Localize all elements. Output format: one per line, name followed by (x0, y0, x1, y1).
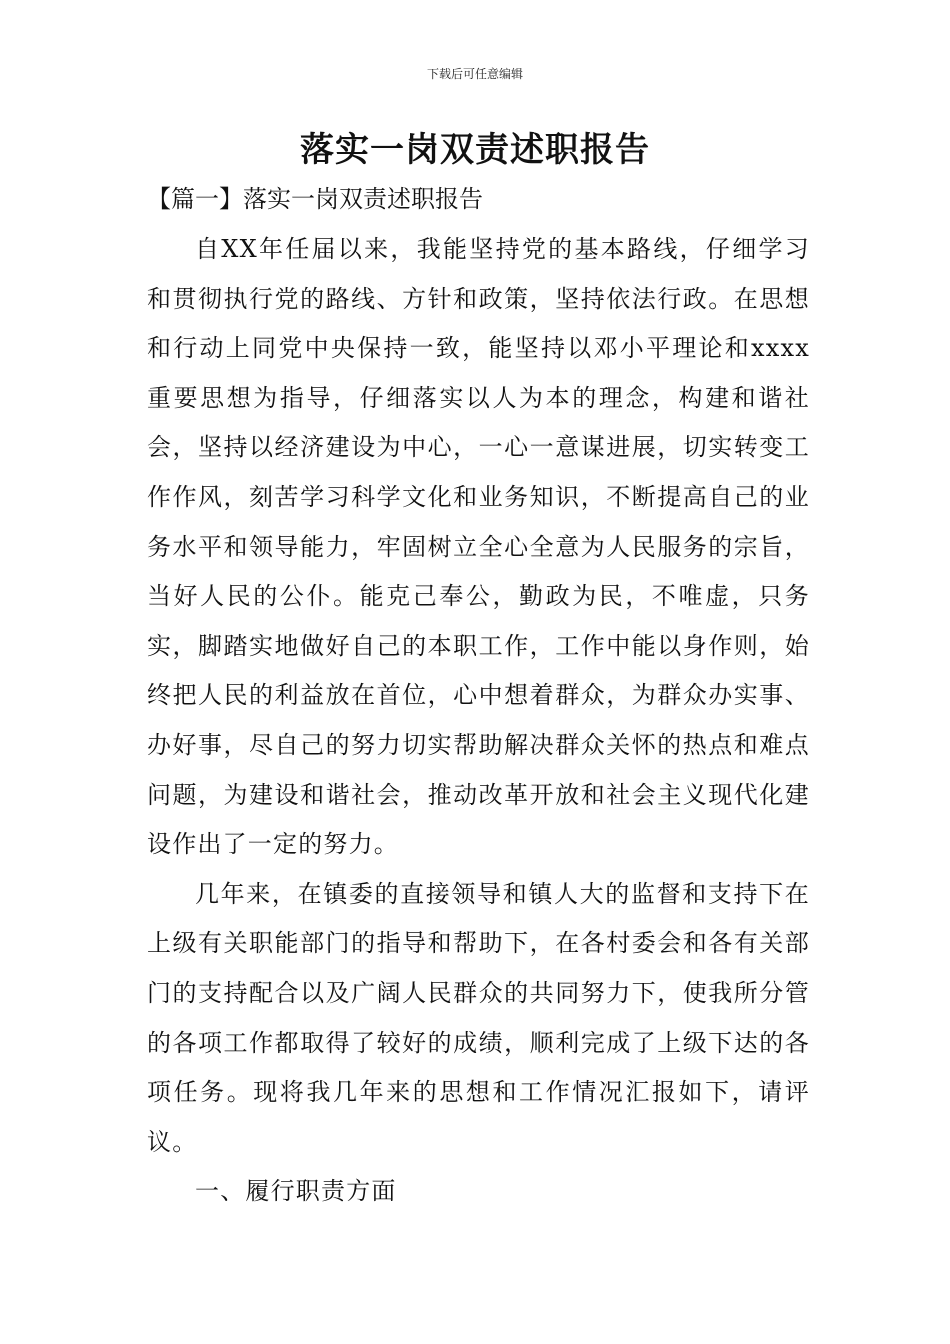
document-body (147, 225, 810, 1217)
section-label: 【篇一】落实一岗双责述职报告 (147, 185, 483, 213)
body-paragraph-2: 几年来，在镇委的直接领导和镇人大的监督和支持下在上级有关职能部门的指导和帮助下，在各村委会和各有关部门的支持配合以及广阔人民群众的共同努力下，使我所分管的各项工作都取得了较好的成绩，顺利完成了上级下达的各项任务。现将我几年来的思想和工作情况汇报如下，请评议。 (147, 879, 810, 1156)
sub-heading: 一、履行职责方面 (195, 1177, 397, 1206)
document-title: 落实一岗双责述职报告 (300, 130, 650, 170)
body-paragraph-1: 自XX年任届以来，我能坚持党的基本路线，仔细学习和贯彻执行党的路线、方针和政策，坚持依法行政。在思想和行动上同党中央保持一致，能坚持以邓小平理论和xxxx重要思想为指导，仔细落实以人为本的理念，构建和谐社会，坚持以经济建设为中心，一心一意谋进展，切实转变工作作风，刻苦学习科学文化和业务知识，不断提高自己的业务水平和领导能力，牢固树立全心全意为人民服务的宗旨，当好人民的公仆。能克己奉公，勤政为民，不唯虚，只务实，脚踏实地做好自己的本职工作，工作中能以身作则，始终把人民的利益放在首位，心中想着群众，为群众办实事、办好事，尽自己的努力切实帮助解决群众关怀的热点和难点问题，为建设和谐社会，推动改革开放和社会主义现代化建设作出了一定的努力。 (147, 235, 810, 859)
header-note: 下载后可任意编辑 (426, 67, 523, 81)
